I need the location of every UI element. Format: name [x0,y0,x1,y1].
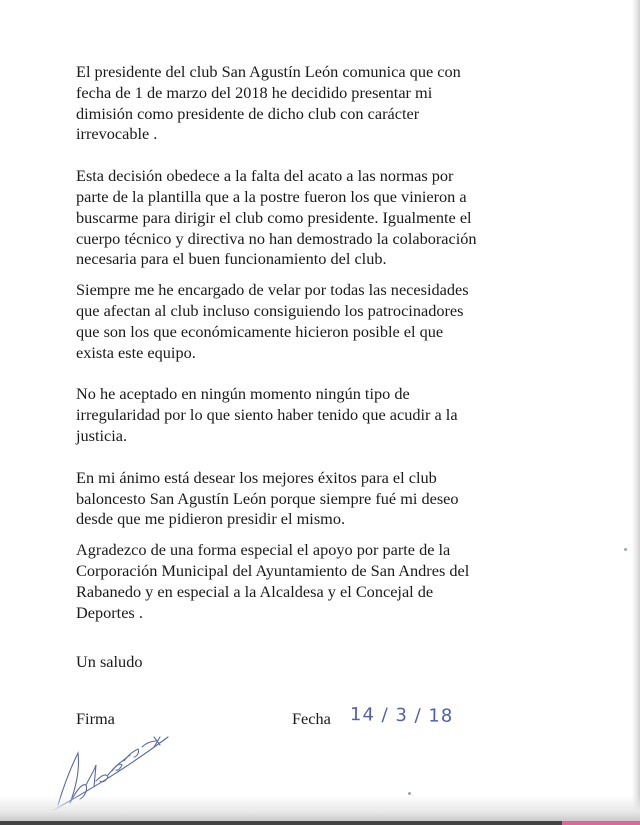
paragraph-justice [76,384,526,446]
scan-color-mark [562,821,640,825]
text-line: que afectan al club incluso consiguiendo los patrocinadores [76,300,464,320]
text-line: desde que me pidieron presidir el mismo. [76,509,346,529]
text-line: No he aceptado en ningún momento ningún tipo de [76,384,410,404]
paragraph-reasons [76,166,526,270]
paragraph-thanks [76,540,526,623]
firma-label: Firma [76,709,115,728]
text-line: Rabanedo y en especial a la Alcaldesa y el Concejal de [76,581,434,601]
text-line: exista este equipo. [76,342,196,362]
paragraph-resignation [76,62,526,145]
text-line: buscarme para dirigir el club como presidente. Igualmente el [76,207,472,227]
text-line: En mi ánimo está desear los mejores éxitos para el club [76,467,437,487]
text-line: cuerpo técnico y directiva no han demostrado la colaboración [76,228,477,248]
scan-speck [624,548,627,551]
text-line: baloncesto San Agustín León porque siempre fué mi deseo [76,488,459,508]
text-line: Siempre me he encargado de velar por todas las necesidades [76,280,469,300]
text-line: irregularidad por lo que siento haber tenido que acudir a la [76,405,458,425]
scan-border-line [0,821,640,825]
text-line: El presidente del club San Agustín León comunica que con [76,62,461,81]
text-line: irrevocable . [76,124,158,144]
text-line: necesaria para el buen funcionamiento del club. [76,249,387,269]
scan-edge-shadow [632,0,640,825]
letter-body [76,62,526,673]
text-line: Agradezco de una forma especial el apoyo por parte de la [76,540,451,560]
text-line: Un saludo [76,652,143,672]
text-line: que son los que económicamente hicieron posible el que [76,321,444,341]
text-line: parte de la plantilla que a la postre fueron los que vinieron a [76,186,467,206]
paragraph-sponsors [76,280,526,363]
text-line: Deportes . [76,602,143,622]
text-line: dimisión como presidente de dicho club con carácter [76,103,420,123]
handwritten-date: 14 / 3 / 18 [349,704,454,727]
text-line: fecha de 1 de marzo del 2018 he decidido presentar mi [76,82,433,102]
fecha-label: Fecha [292,709,331,728]
paragraph-wishes [76,468,526,530]
text-line: Esta decisión obedece a la falta del acato a las normas por [76,166,454,186]
closing-greeting [76,652,526,673]
text-line: justicia. [76,425,128,445]
text-line: Corporación Municipal del Ayuntamiento de San Andres del [76,560,470,580]
